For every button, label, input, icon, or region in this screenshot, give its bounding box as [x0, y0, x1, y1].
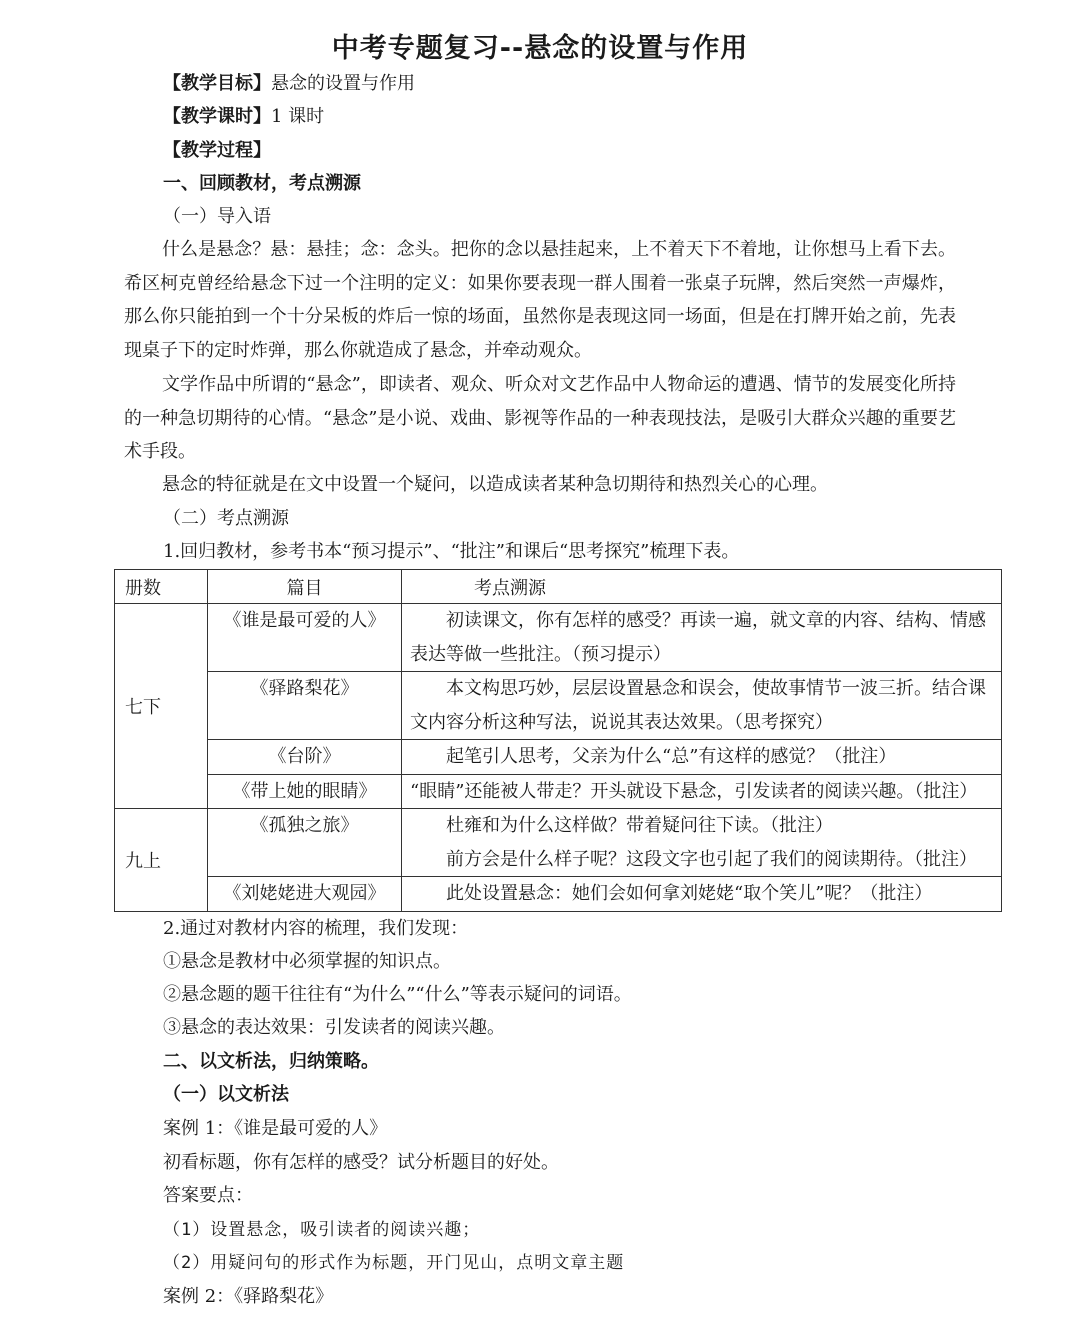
point-cell: “眼睛”还能被人带走？开头就设下悬念，引发读者的阅读兴趣。（批注） [402, 774, 1002, 809]
table-intro: 1.回归教材，参考书本“预习提示”、“批注”和课后“思考探究”梳理下表。 [163, 541, 740, 562]
goal-label: 【教学目标】 [163, 73, 271, 94]
table-row [115, 672, 1002, 740]
title-cell: 《驿路梨花》 [208, 672, 402, 740]
intro-paragraph-3: 悬念的特征就是在文中设置一个疑问，以造成读者某种急切期待和热烈关心的心理。 [162, 474, 828, 495]
case1-question: 初看标题，你有怎样的感受？试分析题目的好处。 [163, 1152, 559, 1173]
table-row [115, 740, 1002, 775]
teaching-goal [163, 72, 415, 96]
point-cell: 杜雍和为什么这样做？带着疑问往下读。（批注） 前方会是什么样子呢？这段文字也引起了我们的阅读期待。（批注） [402, 809, 1002, 877]
section1-sub1: （一）导入语 [163, 206, 271, 227]
finding-item: ③悬念的表达效果：引发读者的阅读兴趣。 [163, 1017, 505, 1038]
table-row [115, 809, 1002, 877]
table-row [115, 604, 1002, 672]
process-label: 【教学过程】 [163, 140, 271, 161]
case2-title: 案例 2：《驿路梨花》 [163, 1286, 334, 1307]
answer-point-2: （2）用疑问句的形式作为标题，开门见山，点明文章主题 [163, 1253, 625, 1273]
source-table [114, 569, 1002, 912]
case1-title: 案例 1：《谁是最可爱的人》 [163, 1118, 388, 1139]
hours-value: 1 课时 [271, 106, 325, 127]
section2-heading: 二、以文析法，归纳策略。 [163, 1051, 379, 1072]
finding-item: ②悬念题的题干往往有“为什么”“什么”等表示疑问的词语。 [163, 984, 632, 1005]
header-title: 篇目 [208, 570, 402, 604]
volume-cell: 七下 [115, 604, 208, 809]
teaching-hours [163, 105, 324, 129]
intro-paragraph-2: 文学作品中所谓的“悬念”，即读者、观众、听众对文艺作品中人物命运的遭遇、情节的发展变化所持的一种急切期待的心情。“悬念”是小说、戏曲、影视等作品的一种表现技法，是吸引大群众兴趣的重要艺术手段。 [124, 374, 956, 462]
table-header-row [115, 570, 1002, 604]
answer-point-1: （1）设置悬念，吸引读者的阅读兴趣； [163, 1220, 481, 1240]
table-row [115, 774, 1002, 809]
section1-sub2: （二）考点溯源 [163, 508, 289, 529]
title-cell: 《带上她的眼睛》 [208, 774, 402, 809]
finding-item: ①悬念是教材中必须掌握的知识点。 [163, 951, 451, 972]
point-cell: 此处设置悬念：她们会如何拿刘姥姥“取个笑儿”呢？（批注） [402, 877, 1002, 912]
point-cell: 本文构思巧妙，层层设置悬念和误会，使故事情节一波三折。结合课文内容分析这种写法，说说其表达效果。（思考探究） [402, 672, 1002, 740]
section2-sub1: （一）以文析法 [163, 1084, 289, 1105]
point-cell: 初读课文，你有怎样的感受？再读一遍，就文章的内容、结构、情感表达等做一些批注。（预习提示） [402, 604, 1002, 672]
goal-value: 悬念的设置与作用 [271, 73, 415, 94]
table-row [115, 877, 1002, 912]
header-point: 考点溯源 [402, 570, 1002, 604]
page-title: 中考专题复习--悬念的设置与作用 [331, 33, 749, 64]
intro-paragraph-1: 什么是悬念？悬：悬挂；念：念头。把你的念以悬挂起来，上不着天下不着地，让你想马上看下去。希区柯克曾经给悬念下过一个注明的定义：如果你要表现一群人围着一张桌子玩牌，然后突然一声爆炸，那么你只能拍到一个十分呆板的炸后一惊的场面，虽然你是表现这同一场面，但是在打牌开始之前，先表现桌子下的定时炸弹，那么你就造成了悬念，并牵动观众。 [124, 239, 956, 361]
answer-label: 答案要点： [163, 1185, 253, 1206]
point-cell: 起笔引人思考，父亲为什么“总”有这样的感觉？（批注） [402, 740, 1002, 775]
header-volume: 册数 [115, 570, 208, 604]
title-cell: 《谁是最可爱的人》 [208, 604, 402, 672]
title-cell: 《台阶》 [208, 740, 402, 775]
findings-intro: 2.通过对教材内容的梳理，我们发现： [163, 918, 469, 939]
title-cell: 《刘姥姥进大观园》 [208, 877, 402, 912]
hours-label: 【教学课时】 [163, 106, 271, 127]
title-cell: 《孤独之旅》 [208, 809, 402, 877]
volume-cell: 九上 [115, 809, 208, 912]
section1-heading: 一、回顾教材，考点溯源 [163, 173, 361, 194]
